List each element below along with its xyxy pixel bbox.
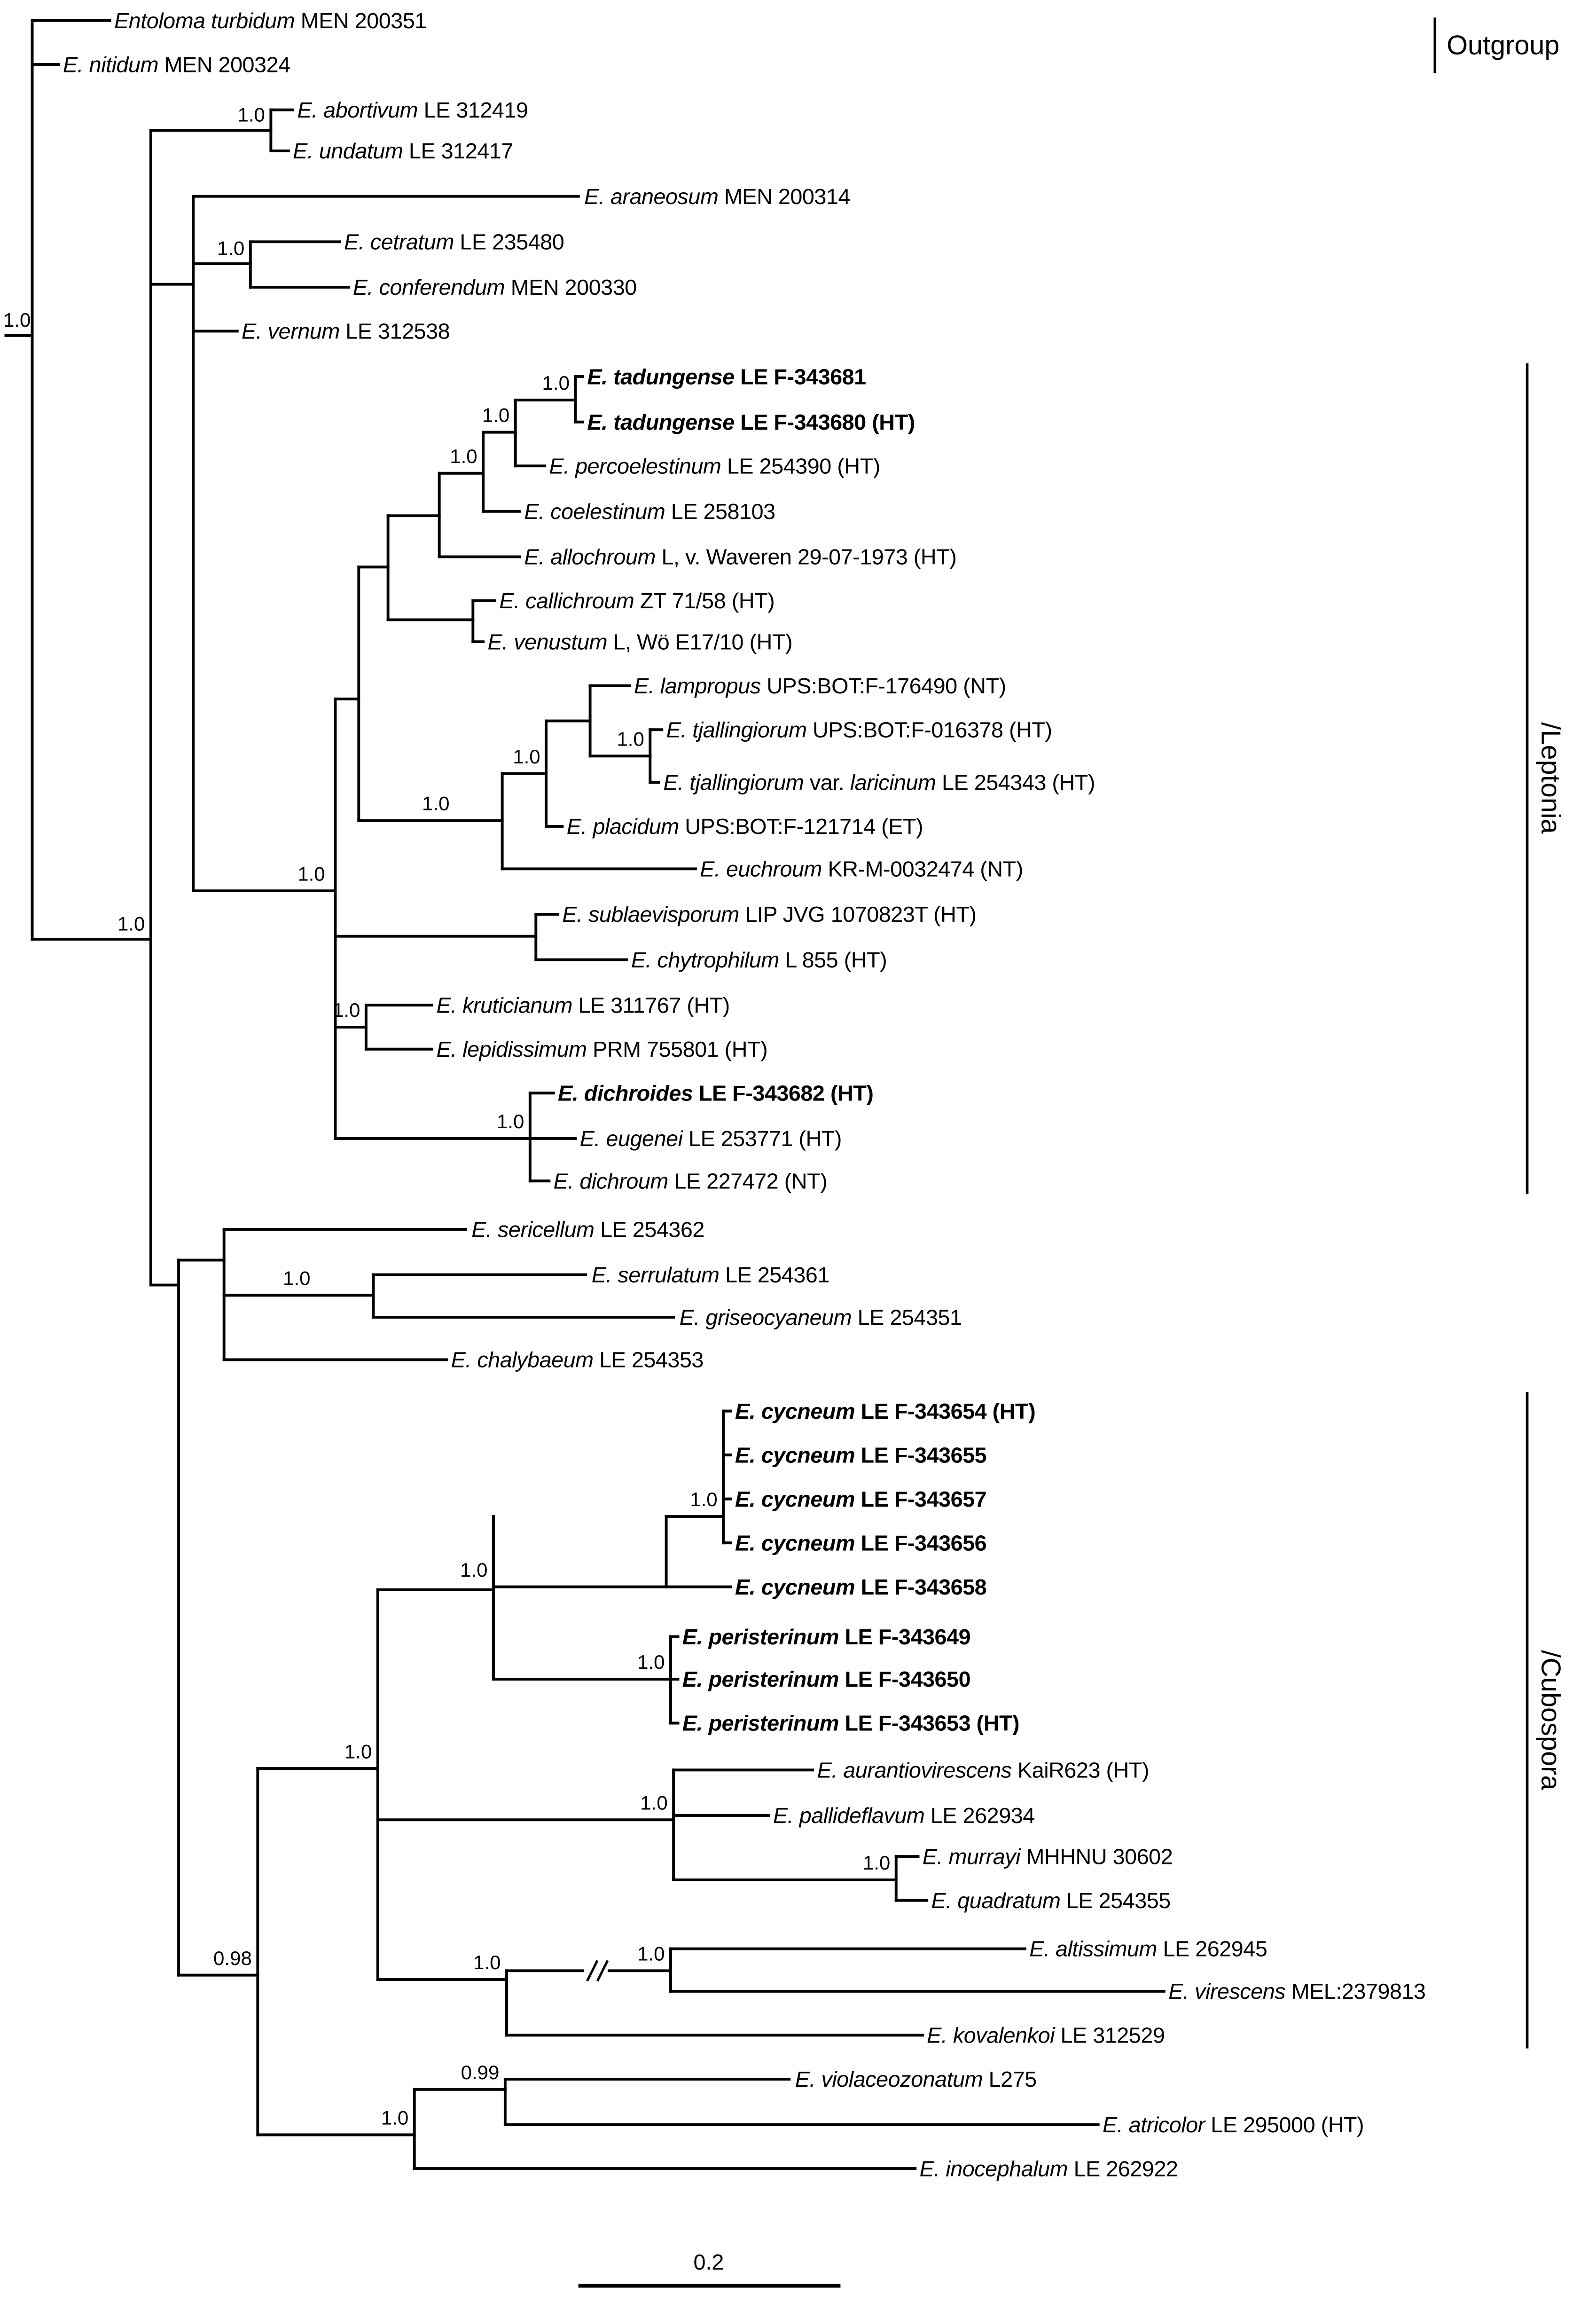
taxon-label: E. coelestinum LE 258103 — [524, 499, 775, 524]
taxon-label: E. tadungense LE F-343681 — [587, 364, 866, 389]
taxon-label: E. altissimum LE 262945 — [1029, 1936, 1267, 1961]
taxon-label: E. peristerinum LE F-343653 (HT) — [682, 1711, 1020, 1736]
taxon-label: E. atricolor LE 295000 (HT) — [1103, 2112, 1364, 2137]
taxon-label: E. placidum UPS:BOT:F-121714 (ET) — [566, 814, 923, 839]
support-value: 1.0 — [862, 1852, 891, 1874]
support-value: 1.0 — [450, 445, 477, 467]
support-value: 1.0 — [513, 745, 540, 768]
taxon-label: E. tjallingiorum var. laricinum LE 254343 (HT) — [663, 770, 1095, 795]
taxon-label: E. quadratum LE 254355 — [931, 1888, 1171, 1913]
support-value: 1.0 — [117, 912, 145, 935]
taxon-label: E. lampropus UPS:BOT:F-176490 (NT) — [634, 673, 1006, 698]
taxon-label: E. cycneum LE F-343656 — [735, 1531, 987, 1556]
support-value: 1.0 — [422, 792, 450, 815]
taxon-label: E. chalybaeum LE 254353 — [451, 1347, 704, 1372]
scale-bar-label: 0.2 — [693, 2250, 724, 2275]
taxon-label: E. araneosum MEN 200314 — [584, 184, 850, 209]
taxon-label: E. murrayi MHHNU 30602 — [922, 1844, 1173, 1869]
taxon-label: E. cycneum LE F-343657 — [735, 1486, 987, 1511]
support-value: 1.0 — [332, 999, 360, 1021]
taxon-label: E. nitidum MEN 200324 — [63, 52, 290, 77]
leptonia-clade-label: /Leptonia — [1535, 722, 1566, 834]
support-value: 1.0 — [482, 404, 510, 426]
taxon-label: E. serrulatum LE 254361 — [591, 1262, 829, 1287]
taxon-label: E. aurantiovirescens KaiR623 (HT) — [817, 1758, 1150, 1783]
taxon-label: E. tadungense LE F-343680 (HT) — [587, 409, 915, 434]
taxon-label: E. callichroum ZT 71/58 (HT) — [499, 589, 775, 613]
outgroup-label: Outgroup — [1447, 30, 1560, 61]
taxon-label: E. undatum LE 312417 — [293, 139, 513, 164]
taxon-label: E. cetratum LE 235480 — [344, 229, 564, 254]
taxon-label: E. venustum L, Wö E17/10 (HT) — [487, 629, 793, 654]
support-value: 1.0 — [473, 1951, 501, 1974]
taxon-label: E. sericellum LE 254362 — [471, 1217, 704, 1242]
support-value: 1.0 — [496, 1110, 524, 1133]
support-value: 1.0 — [617, 728, 644, 750]
taxon-label: E. violaceozonatum L275 — [795, 2067, 1037, 2092]
taxon-label: E. vernum LE 312538 — [242, 319, 450, 344]
taxon-label: E. eugenei LE 253771 (HT) — [579, 1126, 842, 1151]
support-value: 1.0 — [640, 1792, 668, 1814]
taxon-label: E. tjallingiorum UPS:BOT:F-016378 (HT) — [666, 717, 1052, 742]
taxon-label: E. allochroum L, v. Waveren 29-07-1973 (HT) — [524, 544, 957, 569]
support-value: 1.0 — [690, 1488, 718, 1511]
taxon-label: E. cycneum LE F-343658 — [735, 1574, 987, 1599]
taxon-label: E. peristerinum LE F-343650 — [682, 1667, 971, 1692]
taxon-label: E. virescens MEL:2379813 — [1168, 1979, 1426, 2004]
taxon-label: E. percoelestinum LE 254390 (HT) — [549, 454, 880, 479]
support-value: 1.0 — [3, 309, 31, 331]
support-value: 1.0 — [381, 2106, 409, 2129]
taxon-label: E. dichroides LE F-343682 (HT) — [558, 1081, 874, 1106]
taxon-label: E. cycneum LE F-343655 — [735, 1443, 987, 1468]
taxon-label: E. kruticianum LE 311767 (HT) — [436, 993, 730, 1018]
support-value: 1.0 — [344, 1740, 372, 1763]
support-value: 0.98 — [213, 1947, 252, 1969]
taxon-label: E. chytrophilum L 855 (HT) — [631, 947, 887, 972]
taxon-label: E. conferendum MEN 200330 — [352, 275, 637, 300]
support-value: 1.0 — [283, 1267, 311, 1289]
taxon-label: E. lepidissimum PRM 755801 (HT) — [436, 1037, 768, 1061]
taxon-label: E. kovalenkoi LE 312529 — [927, 2023, 1165, 2048]
support-value: 0.99 — [461, 2061, 500, 2083]
support-value: 1.0 — [297, 863, 325, 885]
support-value: 1.0 — [637, 1651, 665, 1674]
support-value: 1.0 — [237, 103, 265, 126]
support-value: 1.0 — [637, 1942, 665, 1965]
taxon-label: E. dichroum LE 227472 (NT) — [553, 1169, 828, 1194]
taxon-label: E. euchroum KR-M-0032474 (NT) — [700, 856, 1023, 881]
taxon-label: E. cycneum LE F-343654 (HT) — [735, 1399, 1036, 1423]
taxon-label: E. abortivum LE 312419 — [297, 97, 528, 122]
support-value: 1.0 — [217, 237, 245, 259]
taxon-label: E. sublaevisporum LIP JVG 1070823T (HT) — [562, 902, 977, 927]
taxon-label: Entoloma turbidum MEN 200351 — [114, 8, 427, 33]
taxon-label: E. peristerinum LE F-343649 — [682, 1624, 971, 1649]
support-value: 1.0 — [542, 372, 570, 394]
taxon-label: E. griseocyaneum LE 254351 — [679, 1305, 962, 1330]
taxon-label: E. inocephalum LE 262922 — [919, 2156, 1178, 2181]
taxon-label: E. pallideflavum LE 262934 — [773, 1803, 1035, 1828]
cubospora-clade-label: /Cubospora — [1535, 1650, 1566, 1791]
support-value: 1.0 — [460, 1558, 488, 1581]
